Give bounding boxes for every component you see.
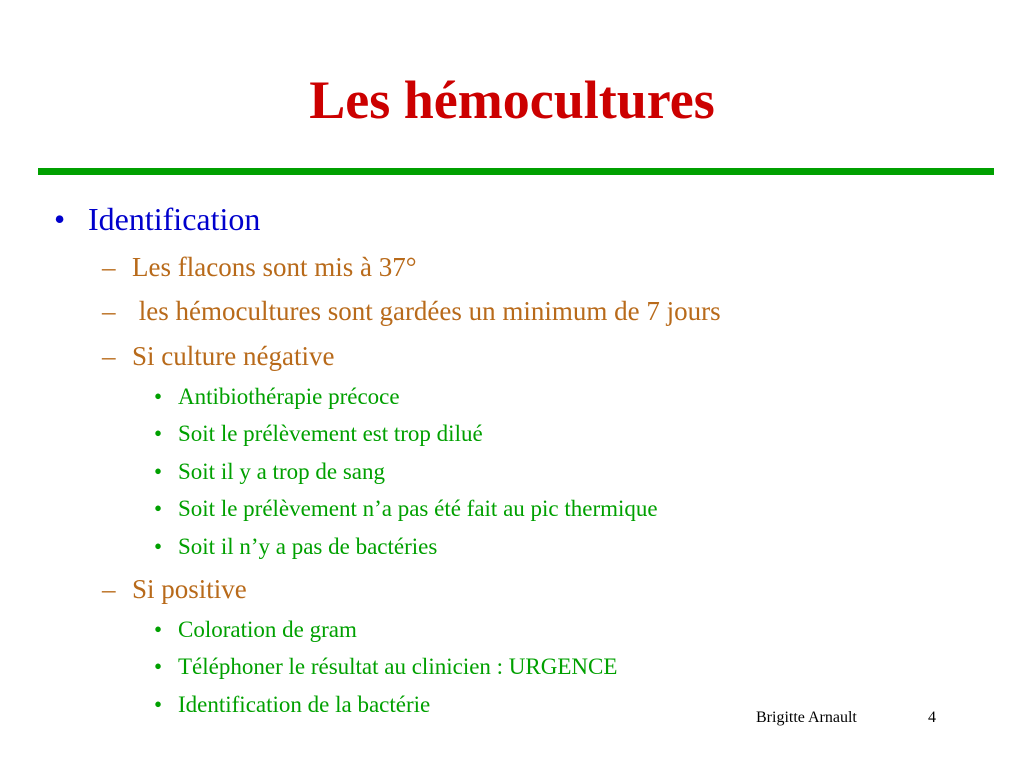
bullet-marker: • bbox=[154, 654, 163, 679]
sub-sub-item-text: Coloration de gram bbox=[178, 617, 357, 642]
bullet-marker: • bbox=[154, 617, 163, 642]
sub-sub-item-text: Téléphoner le résultat au clinicien : URGENCE bbox=[178, 654, 618, 679]
dash-marker: – bbox=[102, 574, 116, 604]
sub-item-text: Si culture négative bbox=[132, 341, 335, 371]
dash-marker: – bbox=[102, 341, 116, 371]
sub-sub-item-text: Antibiothérapie précoce bbox=[178, 384, 400, 409]
page-number: 4 bbox=[928, 709, 936, 726]
sub-sub-item-text: Soit il y a trop de sang bbox=[178, 459, 385, 484]
bullet-marker: • bbox=[154, 692, 163, 717]
bullet-marker: • bbox=[154, 534, 163, 559]
sub-sub-item-text: Soit le prélèvement n’a pas été fait au pic thermique bbox=[178, 496, 658, 521]
bullet-marker: • bbox=[54, 201, 66, 237]
sub-item-text: Si positive bbox=[132, 574, 247, 604]
sub-sub-item-text: Identification de la bactérie bbox=[178, 692, 431, 717]
dash-marker: – bbox=[102, 252, 116, 282]
bullet-marker: • bbox=[154, 496, 163, 521]
bullet-marker: • bbox=[154, 459, 163, 484]
slide-title: Les hémocultures bbox=[309, 70, 715, 130]
sub-sub-item-text: Soit le prélèvement est trop dilué bbox=[178, 421, 483, 446]
sub-sub-item-text: Soit il n’y a pas de bactéries bbox=[178, 534, 438, 559]
footer-author: Brigitte Arnault bbox=[756, 709, 857, 726]
dash-marker: – bbox=[102, 296, 116, 326]
bullet-marker: • bbox=[154, 384, 163, 409]
sub-item-text: Les flacons sont mis à 37° bbox=[132, 252, 417, 282]
sub-item-text: les hémocultures sont gardées un minimum de 7 jours bbox=[132, 296, 721, 326]
bullet-text: Identification bbox=[88, 201, 261, 237]
bullet-marker: • bbox=[154, 421, 163, 446]
